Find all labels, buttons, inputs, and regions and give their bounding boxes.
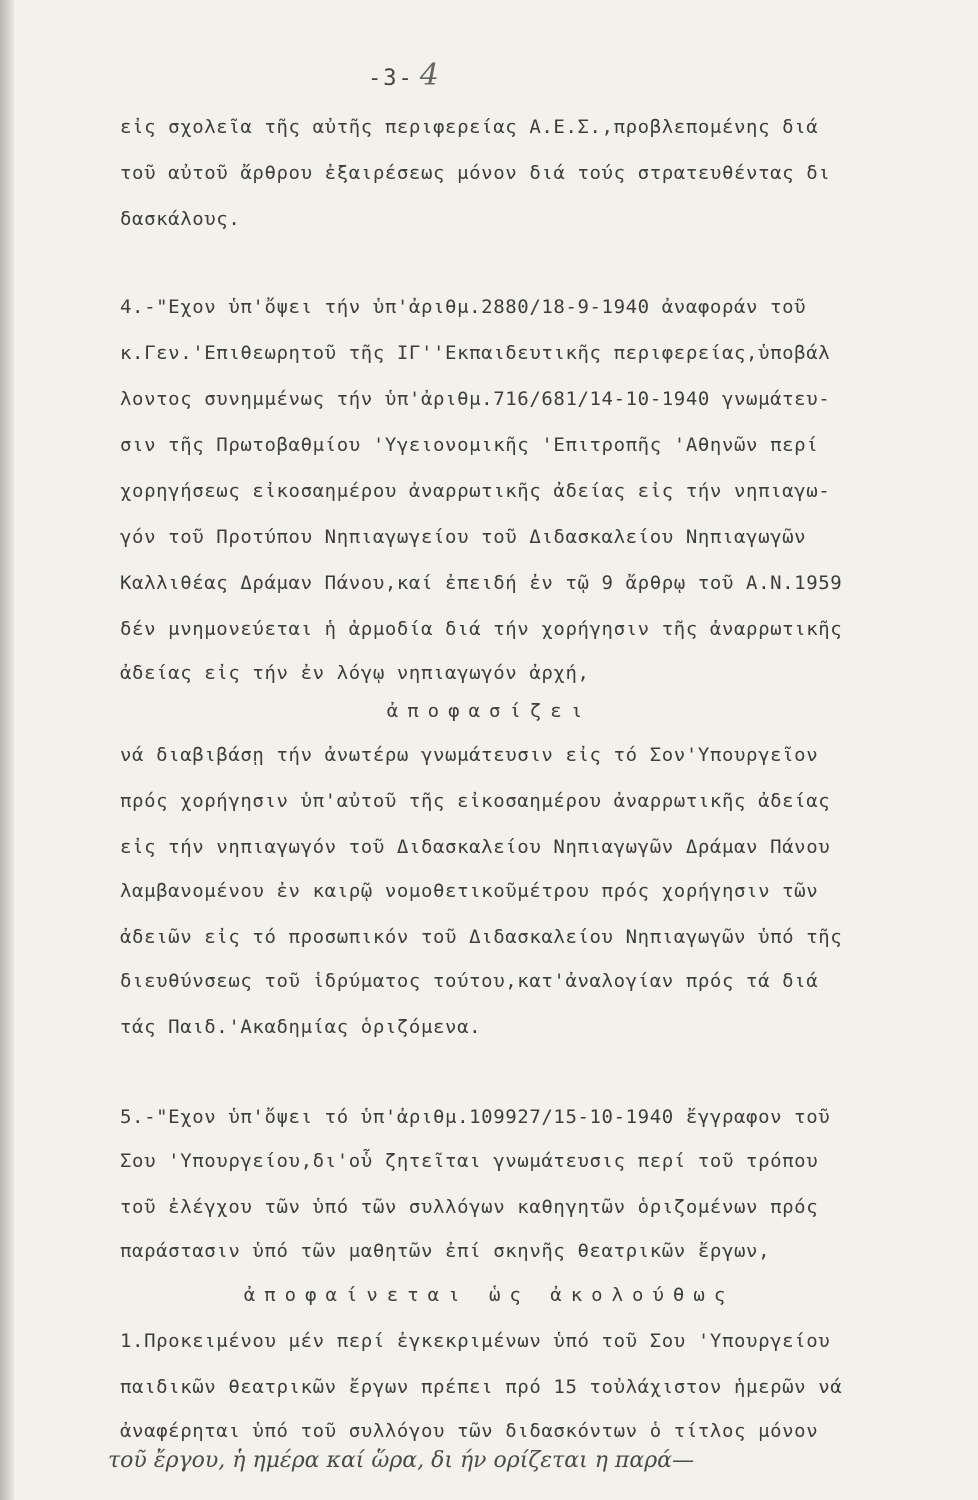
text-line: νά διαβιβάσῃ τήν ἀνωτέρω γνωμάτευσιν εἰς τό Σον'Υπουργεῖον	[120, 744, 819, 766]
text-line: λοντος συνημμένως τήν ὑπ'ἀριθμ.716/681/14-10-1940 γνωμάτευ-	[120, 388, 831, 410]
text-line: Καλλιθέας Δράμαν Πάνου,καί ἐπειδή ἐν τῷ 9 ἄρθρῳ τοῦ Α.Ν.1959	[120, 572, 843, 594]
text-line: σιν τῆς Πρωτοβαθμίου 'Υγειονομικῆς 'Επιτροπῆς 'Αθηνῶν περί	[120, 434, 819, 456]
text-line: παιδικῶν θεατρικῶν ἔργων πρέπει πρό 15 τοὐλάχιστον ἡμερῶν νά	[120, 1376, 843, 1398]
text-line: τάς Παιδ.'Ακαδημίας ὁριζόμενα.	[120, 1016, 482, 1038]
opinion-heading: ἀποφαίνεται ὡς ἀκολούθως	[243, 1284, 735, 1306]
text-line: τοῦ αὐτοῦ ἄρθρου ἐξαιρέσεως μόνον διά τούς στρατευθέντας δι	[120, 162, 831, 184]
text-line: παράστασιν ὑπό τῶν μαθητῶν ἐπί σκηνῆς θεατρικῶν ἔργων,	[120, 1240, 771, 1262]
text-line: χορηγήσεως εἰκοσαημέρου ἀναρρωτικῆς ἀδείας εἰς τήν νηπιαγω-	[120, 480, 831, 502]
text-line: τοῦ ἐλέγχου τῶν ὑπό τῶν συλλόγων καθηγητῶν ὁριζομένων πρός	[120, 1196, 819, 1218]
page-number	[368, 58, 441, 93]
text-line: εἰς σχολεῖα τῆς αὐτῆς περιφερείας Α.Ε.Σ.,προβλεπομένης διά	[120, 116, 819, 138]
text-line: Σου 'Υπουργείου,δι'οὗ ζητεῖται γνωμάτευσις περί τοῦ τρόπου	[120, 1150, 819, 1172]
text-line: δασκάλους.	[120, 208, 241, 230]
page-edge-shadow	[0, 0, 14, 1500]
handwritten-line: τοῦ ἔργου, ἡ ημέρα καί ὥρα, δι ήν ορίζεται η παρά—	[108, 1448, 695, 1473]
text-line: ἀδείας εἰς τήν ἐν λόγῳ νηπιαγωγόν ἀρχή,	[120, 662, 590, 684]
page-number-typed: -3-	[368, 66, 414, 91]
decision-heading: ἀποφασίζει	[386, 700, 592, 722]
text-line: ἀναφέρηται ὑπό τοῦ συλλόγου τῶν διδασκόντων ὁ τίτλος μόνον	[120, 1420, 819, 1442]
text-line: γόν τοῦ Προτύπου Νηπιαγωγείου τοῦ Διδασκαλείου Νηπιαγωγῶν	[120, 526, 807, 548]
text-line: διευθύνσεως τοῦ ἱδρύματος τούτου,κατ'ἀναλογίαν πρός τά διά	[120, 970, 819, 992]
page-number-handwritten: 4	[419, 58, 441, 93]
text-line: κ.Γεν.'Επιθεωρητοῦ τῆς ΙΓ''Εκπαιδευτικῆς περιφερείας,ὑποβάλ	[120, 342, 831, 364]
text-line: 4.-"Εχον ὑπ'ὄψει τήν ὑπ'ἀριθμ.2880/18-9-1940 ἀναφοράν τοῦ	[120, 296, 807, 318]
text-line: ἀδειῶν εἰς τό προσωπικόν τοῦ Διδασκαλείου Νηπιαγωγῶν ὑπό τῆς	[120, 926, 843, 948]
text-line: πρός χορήγησιν ὑπ'αὐτοῦ τῆς εἰκοσαημέρου ἀναρρωτικῆς ἀδείας	[120, 790, 831, 812]
text-line: λαμβανομένου ἐν καιρῷ νομοθετικοῦμέτρου πρός χορήγησιν τῶν	[120, 880, 819, 902]
text-line: 1.Προκειμένου μέν περί ἐγκεκριμένων ὑπό τοῦ Σου 'Υπουργείου	[120, 1330, 831, 1352]
text-line: εἰς τήν νηπιαγωγόν τοῦ Διδασκαλείου Νηπιαγωγῶν Δράμαν Πάνου	[120, 836, 831, 858]
text-line: δέν μνημονεύεται ἡ ἁρμοδία διά τήν χορήγησιν τῆς ἀναρρωτικῆς	[120, 618, 843, 640]
text-line: 5.-"Εχον ὑπ'ὄψει τό ὑπ'ἀριθμ.109927/15-10-1940 ἔγγραφον τοῦ	[120, 1106, 831, 1128]
